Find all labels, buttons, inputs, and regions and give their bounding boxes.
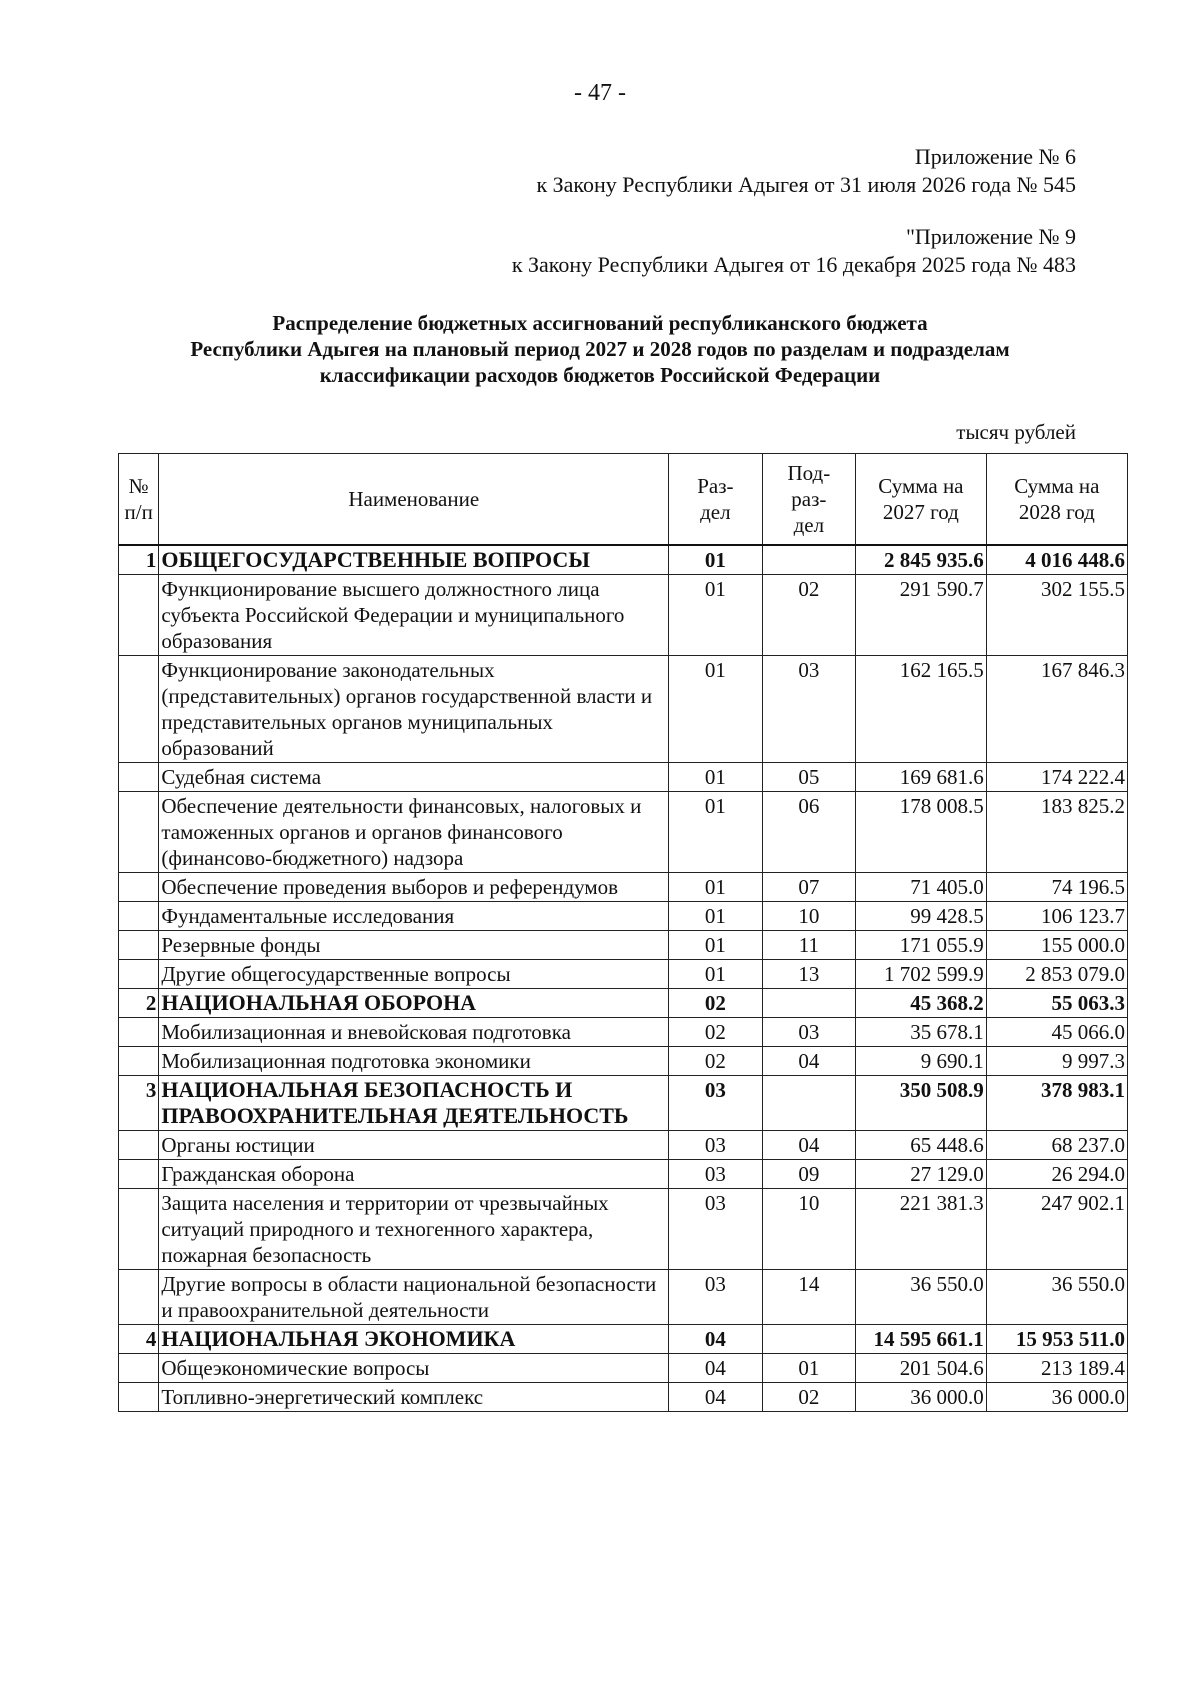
row-podrazdel: 13 bbox=[762, 960, 855, 989]
table-row bbox=[119, 1018, 1128, 1047]
row-number bbox=[119, 1270, 159, 1325]
row-name: Органы юстиции bbox=[159, 1131, 669, 1160]
row-number: 3 bbox=[119, 1076, 159, 1131]
table-row bbox=[119, 902, 1128, 931]
page-number: - 47 - bbox=[574, 80, 626, 106]
row-razdel: 01 bbox=[669, 960, 762, 989]
row-sum-2027: 169 681.6 bbox=[856, 763, 987, 792]
header-sum-2027: Сумма на 2027 год bbox=[856, 454, 987, 546]
row-number: 4 bbox=[119, 1325, 159, 1354]
row-sum-2028: 247 902.1 bbox=[986, 1189, 1127, 1270]
row-razdel: 03 bbox=[669, 1131, 762, 1160]
row-number bbox=[119, 1047, 159, 1076]
row-sum-2027: 171 055.9 bbox=[856, 931, 987, 960]
header-sum-2028: Сумма на 2028 год bbox=[986, 454, 1127, 546]
row-sum-2028: 74 196.5 bbox=[986, 873, 1127, 902]
row-number bbox=[119, 1383, 159, 1412]
row-name: Мобилизационная и вневойсковая подготовка bbox=[159, 1018, 669, 1047]
row-name: ОБЩЕГОСУДАРСТВЕННЫЕ ВОПРОСЫ bbox=[159, 545, 669, 575]
document-title bbox=[100, 310, 1100, 388]
row-razdel: 01 bbox=[669, 763, 762, 792]
row-sum-2028: 302 155.5 bbox=[986, 575, 1127, 656]
annex-current-line1: Приложение № 6 bbox=[914, 144, 1076, 169]
row-podrazdel bbox=[762, 989, 855, 1018]
row-number bbox=[119, 1189, 159, 1270]
row-sum-2027: 291 590.7 bbox=[856, 575, 987, 656]
row-podrazdel: 05 bbox=[762, 763, 855, 792]
annex-previous-line2: к Закону Республики Адыгея от 16 декабря 2025 года № 483 bbox=[511, 252, 1076, 277]
row-sum-2027: 9 690.1 bbox=[856, 1047, 987, 1076]
header-name: Наименование bbox=[159, 454, 669, 546]
row-number bbox=[119, 1160, 159, 1189]
row-sum-2028: 2 853 079.0 bbox=[986, 960, 1127, 989]
row-number bbox=[119, 1018, 159, 1047]
row-razdel: 03 bbox=[669, 1270, 762, 1325]
row-sum-2027: 1 702 599.9 bbox=[856, 960, 987, 989]
row-number bbox=[119, 1354, 159, 1383]
section-row bbox=[119, 1076, 1128, 1131]
row-sum-2027: 221 381.3 bbox=[856, 1189, 987, 1270]
table-row bbox=[119, 873, 1128, 902]
row-sum-2028: 4 016 448.6 bbox=[986, 545, 1127, 575]
row-sum-2028: 9 997.3 bbox=[986, 1047, 1127, 1076]
table-row bbox=[119, 792, 1128, 873]
annex-current-line2: к Закону Республики Адыгея от 31 июля 2026 года № 545 bbox=[536, 172, 1076, 197]
table-body bbox=[119, 545, 1128, 1412]
row-sum-2028: 183 825.2 bbox=[986, 792, 1127, 873]
row-razdel: 04 bbox=[669, 1354, 762, 1383]
row-sum-2027: 99 428.5 bbox=[856, 902, 987, 931]
section-row bbox=[119, 989, 1128, 1018]
table-row bbox=[119, 1383, 1128, 1412]
table-row bbox=[119, 575, 1128, 656]
row-name: Общеэкономические вопросы bbox=[159, 1354, 669, 1383]
row-name: Функционирование высшего должностного лица субъекта Российской Федерации и муниципального образования bbox=[159, 575, 669, 656]
row-podrazdel bbox=[762, 1325, 855, 1354]
row-sum-2028: 167 846.3 bbox=[986, 656, 1127, 763]
row-number bbox=[119, 873, 159, 902]
row-name: НАЦИОНАЛЬНАЯ БЕЗОПАСНОСТЬ И ПРАВООХРАНИТЕЛЬНАЯ ДЕЯТЕЛЬНОСТЬ bbox=[159, 1076, 669, 1131]
annex-previous-line1: "Приложение № 9 bbox=[905, 224, 1076, 249]
row-number bbox=[119, 931, 159, 960]
row-sum-2027: 178 008.5 bbox=[856, 792, 987, 873]
row-name: Обеспечение деятельности финансовых, налоговых и таможенных органов и органов финансового (финансово-бюджетного) надзора bbox=[159, 792, 669, 873]
row-razdel: 01 bbox=[669, 575, 762, 656]
units-label: тысяч рублей bbox=[956, 420, 1076, 444]
row-name: Обеспечение проведения выборов и референдумов bbox=[159, 873, 669, 902]
row-sum-2028: 155 000.0 bbox=[986, 931, 1127, 960]
row-sum-2028: 36 550.0 bbox=[986, 1270, 1127, 1325]
row-number bbox=[119, 763, 159, 792]
row-razdel: 01 bbox=[669, 902, 762, 931]
row-name: Защита населения и территории от чрезвычайных ситуаций природного и техногенного характера, пожарная безопасность bbox=[159, 1189, 669, 1270]
row-number: 1 bbox=[119, 545, 159, 575]
row-sum-2027: 71 405.0 bbox=[856, 873, 987, 902]
row-razdel: 02 bbox=[669, 1018, 762, 1047]
row-razdel: 01 bbox=[669, 792, 762, 873]
table-row bbox=[119, 1160, 1128, 1189]
row-sum-2028: 213 189.4 bbox=[986, 1354, 1127, 1383]
table-row bbox=[119, 1189, 1128, 1270]
row-sum-2027: 201 504.6 bbox=[856, 1354, 987, 1383]
header-podrazdel: Под- раз- дел bbox=[762, 454, 855, 546]
row-name: НАЦИОНАЛЬНАЯ ЭКОНОМИКА bbox=[159, 1325, 669, 1354]
row-sum-2027: 36 000.0 bbox=[856, 1383, 987, 1412]
row-razdel: 04 bbox=[669, 1325, 762, 1354]
title-line2: Республики Адыгея на плановый период 2027 и 2028 годов по разделам и подразделам bbox=[190, 337, 1010, 361]
row-number bbox=[119, 902, 159, 931]
row-sum-2028: 68 237.0 bbox=[986, 1131, 1127, 1160]
table-row bbox=[119, 960, 1128, 989]
row-razdel: 01 bbox=[669, 931, 762, 960]
row-podrazdel: 06 bbox=[762, 792, 855, 873]
row-sum-2027: 27 129.0 bbox=[856, 1160, 987, 1189]
table-row bbox=[119, 931, 1128, 960]
row-sum-2028: 36 000.0 bbox=[986, 1383, 1127, 1412]
row-name: Другие вопросы в области национальной безопасности и правоохранительной деятельности bbox=[159, 1270, 669, 1325]
table-row bbox=[119, 656, 1128, 763]
row-razdel: 03 bbox=[669, 1160, 762, 1189]
row-name: Топливно-энергетический комплекс bbox=[159, 1383, 669, 1412]
title-line1: Распределение бюджетных ассигнований республиканского бюджета bbox=[272, 311, 928, 335]
row-sum-2028: 106 123.7 bbox=[986, 902, 1127, 931]
row-sum-2027: 162 165.5 bbox=[856, 656, 987, 763]
row-razdel: 02 bbox=[669, 1047, 762, 1076]
row-number bbox=[119, 575, 159, 656]
table-header-row bbox=[119, 454, 1128, 546]
row-razdel: 03 bbox=[669, 1189, 762, 1270]
row-podrazdel bbox=[762, 545, 855, 575]
row-podrazdel: 02 bbox=[762, 575, 855, 656]
row-number bbox=[119, 1131, 159, 1160]
row-podrazdel: 03 bbox=[762, 656, 855, 763]
row-razdel: 03 bbox=[669, 1076, 762, 1131]
row-name: Резервные фонды bbox=[159, 931, 669, 960]
row-number: 2 bbox=[119, 989, 159, 1018]
row-sum-2027: 14 595 661.1 bbox=[856, 1325, 987, 1354]
row-sum-2028: 174 222.4 bbox=[986, 763, 1127, 792]
title-line3: классификации расходов бюджетов Российской Федерации bbox=[319, 363, 881, 387]
row-podrazdel bbox=[762, 1076, 855, 1131]
budget-table bbox=[118, 453, 1128, 1412]
table-row bbox=[119, 1354, 1128, 1383]
row-name: Другие общегосударственные вопросы bbox=[159, 960, 669, 989]
row-sum-2028: 26 294.0 bbox=[986, 1160, 1127, 1189]
row-sum-2028: 55 063.3 bbox=[986, 989, 1127, 1018]
row-sum-2028: 378 983.1 bbox=[986, 1076, 1127, 1131]
row-sum-2027: 45 368.2 bbox=[856, 989, 987, 1018]
row-podrazdel: 04 bbox=[762, 1131, 855, 1160]
table-row bbox=[119, 1270, 1128, 1325]
row-name: Судебная система bbox=[159, 763, 669, 792]
row-name: Функционирование законодательных (представительных) органов государственной власти и представительных органов муниципальных образований bbox=[159, 656, 669, 763]
row-podrazdel: 10 bbox=[762, 902, 855, 931]
row-sum-2027: 350 508.9 bbox=[856, 1076, 987, 1131]
row-podrazdel: 03 bbox=[762, 1018, 855, 1047]
row-number bbox=[119, 792, 159, 873]
row-podrazdel: 09 bbox=[762, 1160, 855, 1189]
row-sum-2028: 15 953 511.0 bbox=[986, 1325, 1127, 1354]
row-name: НАЦИОНАЛЬНАЯ ОБОРОНА bbox=[159, 989, 669, 1018]
row-razdel: 01 bbox=[669, 545, 762, 575]
table-row bbox=[119, 763, 1128, 792]
row-razdel: 01 bbox=[669, 656, 762, 763]
section-row bbox=[119, 545, 1128, 575]
row-podrazdel: 02 bbox=[762, 1383, 855, 1412]
row-razdel: 04 bbox=[669, 1383, 762, 1412]
row-sum-2027: 35 678.1 bbox=[856, 1018, 987, 1047]
row-name: Мобилизационная подготовка экономики bbox=[159, 1047, 669, 1076]
header-razdel: Раз- дел bbox=[669, 454, 762, 546]
annex-current-block bbox=[536, 143, 1076, 199]
row-sum-2027: 2 845 935.6 bbox=[856, 545, 987, 575]
row-number bbox=[119, 656, 159, 763]
table-row bbox=[119, 1131, 1128, 1160]
row-name: Фундаментальные исследования bbox=[159, 902, 669, 931]
row-sum-2027: 36 550.0 bbox=[856, 1270, 987, 1325]
row-sum-2027: 65 448.6 bbox=[856, 1131, 987, 1160]
annex-previous-block bbox=[512, 223, 1076, 279]
section-row bbox=[119, 1325, 1128, 1354]
row-sum-2028: 45 066.0 bbox=[986, 1018, 1127, 1047]
table-row bbox=[119, 1047, 1128, 1076]
row-podrazdel: 10 bbox=[762, 1189, 855, 1270]
row-podrazdel: 04 bbox=[762, 1047, 855, 1076]
row-razdel: 01 bbox=[669, 873, 762, 902]
row-podrazdel: 14 bbox=[762, 1270, 855, 1325]
row-podrazdel: 07 bbox=[762, 873, 855, 902]
header-num: № п/п bbox=[119, 454, 159, 546]
row-podrazdel: 11 bbox=[762, 931, 855, 960]
row-podrazdel: 01 bbox=[762, 1354, 855, 1383]
row-name: Гражданская оборона bbox=[159, 1160, 669, 1189]
row-razdel: 02 bbox=[669, 989, 762, 1018]
row-number bbox=[119, 960, 159, 989]
